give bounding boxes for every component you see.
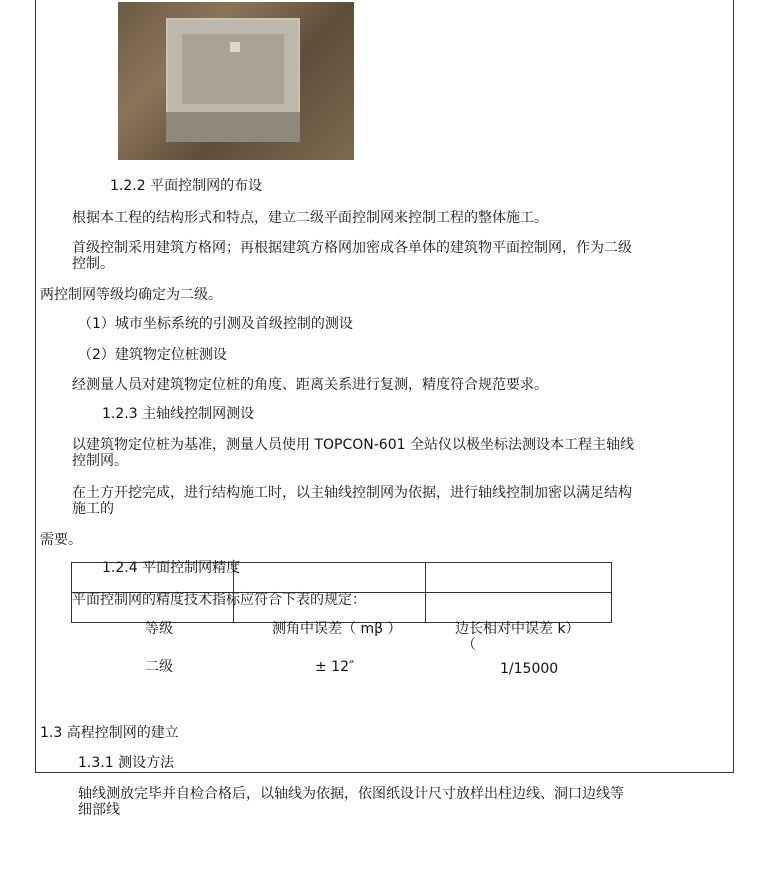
- list-item-1: （1）城市坐标系统的引测及首级控制的测设: [78, 316, 353, 332]
- frame-bottom-border: [35, 772, 734, 773]
- marker-plate: [230, 42, 240, 52]
- table-header-angle-error: 测角中误差（ mβ ）: [272, 621, 402, 637]
- concrete-pier-base: [166, 112, 300, 142]
- paragraph-structure: 根据本工程的结构形式和特点，建立二级平面控制网来控制工程的整体施工。: [72, 210, 548, 226]
- paragraph-layout-1: 轴线测放完毕并自检合格后，以轴线为依据，依图纸设计尺寸放样出柱边线、洞口边线等: [78, 786, 624, 802]
- paragraph-layout-2: 细部线: [78, 802, 120, 818]
- section-1-2-3-heading: 1.2.3 主轴线控制网测设: [102, 406, 255, 422]
- table-cell-angle-error: ± 12″: [315, 659, 355, 675]
- paragraph-excavation-2: 施工的: [72, 501, 114, 517]
- table-border-right: [611, 562, 612, 623]
- paragraph-axis-network-1: 以建筑物定位桩为基准，测量人员使用 TOPCON-601 全站仪以极坐标法测设本工程主轴线: [72, 437, 634, 453]
- paragraph-excavation-1: 在土方开挖完成，进行结构施工时，以主轴线控制网为依据，进行轴线控制加密以满足结构: [72, 485, 632, 501]
- paragraph-grade: 两控制网等级均确定为二级。: [40, 287, 222, 303]
- paragraph-primary-control-2: 控制。: [72, 256, 114, 272]
- table-header-side-error: 边长相对中误差 k）: [455, 621, 580, 637]
- table-cell-grade: 二级: [145, 659, 173, 675]
- section-1-2-4-heading: 1.2.4 平面控制网精度: [102, 560, 241, 576]
- table-header-side-error-paren: （: [462, 637, 476, 653]
- concrete-pier: [166, 18, 300, 120]
- frame-left-border: [35, 0, 36, 772]
- paragraph-recheck: 经测量人员对建筑物定位桩的角度、距离关系进行复测，精度符合规范要求。: [72, 377, 548, 393]
- paragraph-accuracy-intro: 平面控制网的精度技术指标应符合下表的规定：: [72, 592, 366, 608]
- section-1-3-1-heading: 1.3.1 测设方法: [78, 755, 175, 771]
- paragraph-need: 需要。: [40, 532, 82, 548]
- table-cell-side-error: 1/15000: [500, 661, 559, 677]
- frame-right-border: [733, 0, 734, 772]
- section-1-3-heading: 1.3 高程控制网的建立: [40, 725, 179, 741]
- paragraph-primary-control-1: 首级控制采用建筑方格网；再根据建筑方格网加密成各单体的建筑物平面控制网，作为二级: [72, 240, 632, 256]
- table-header-grade: 等级: [145, 621, 173, 637]
- list-item-2: （2）建筑物定位桩测设: [78, 347, 227, 363]
- paragraph-axis-network-2: 控制网。: [72, 453, 128, 469]
- table-divider-2: [425, 562, 426, 623]
- survey-marker-photo: [118, 2, 354, 160]
- section-1-2-2-heading: 1.2.2 平面控制网的布设: [110, 178, 263, 194]
